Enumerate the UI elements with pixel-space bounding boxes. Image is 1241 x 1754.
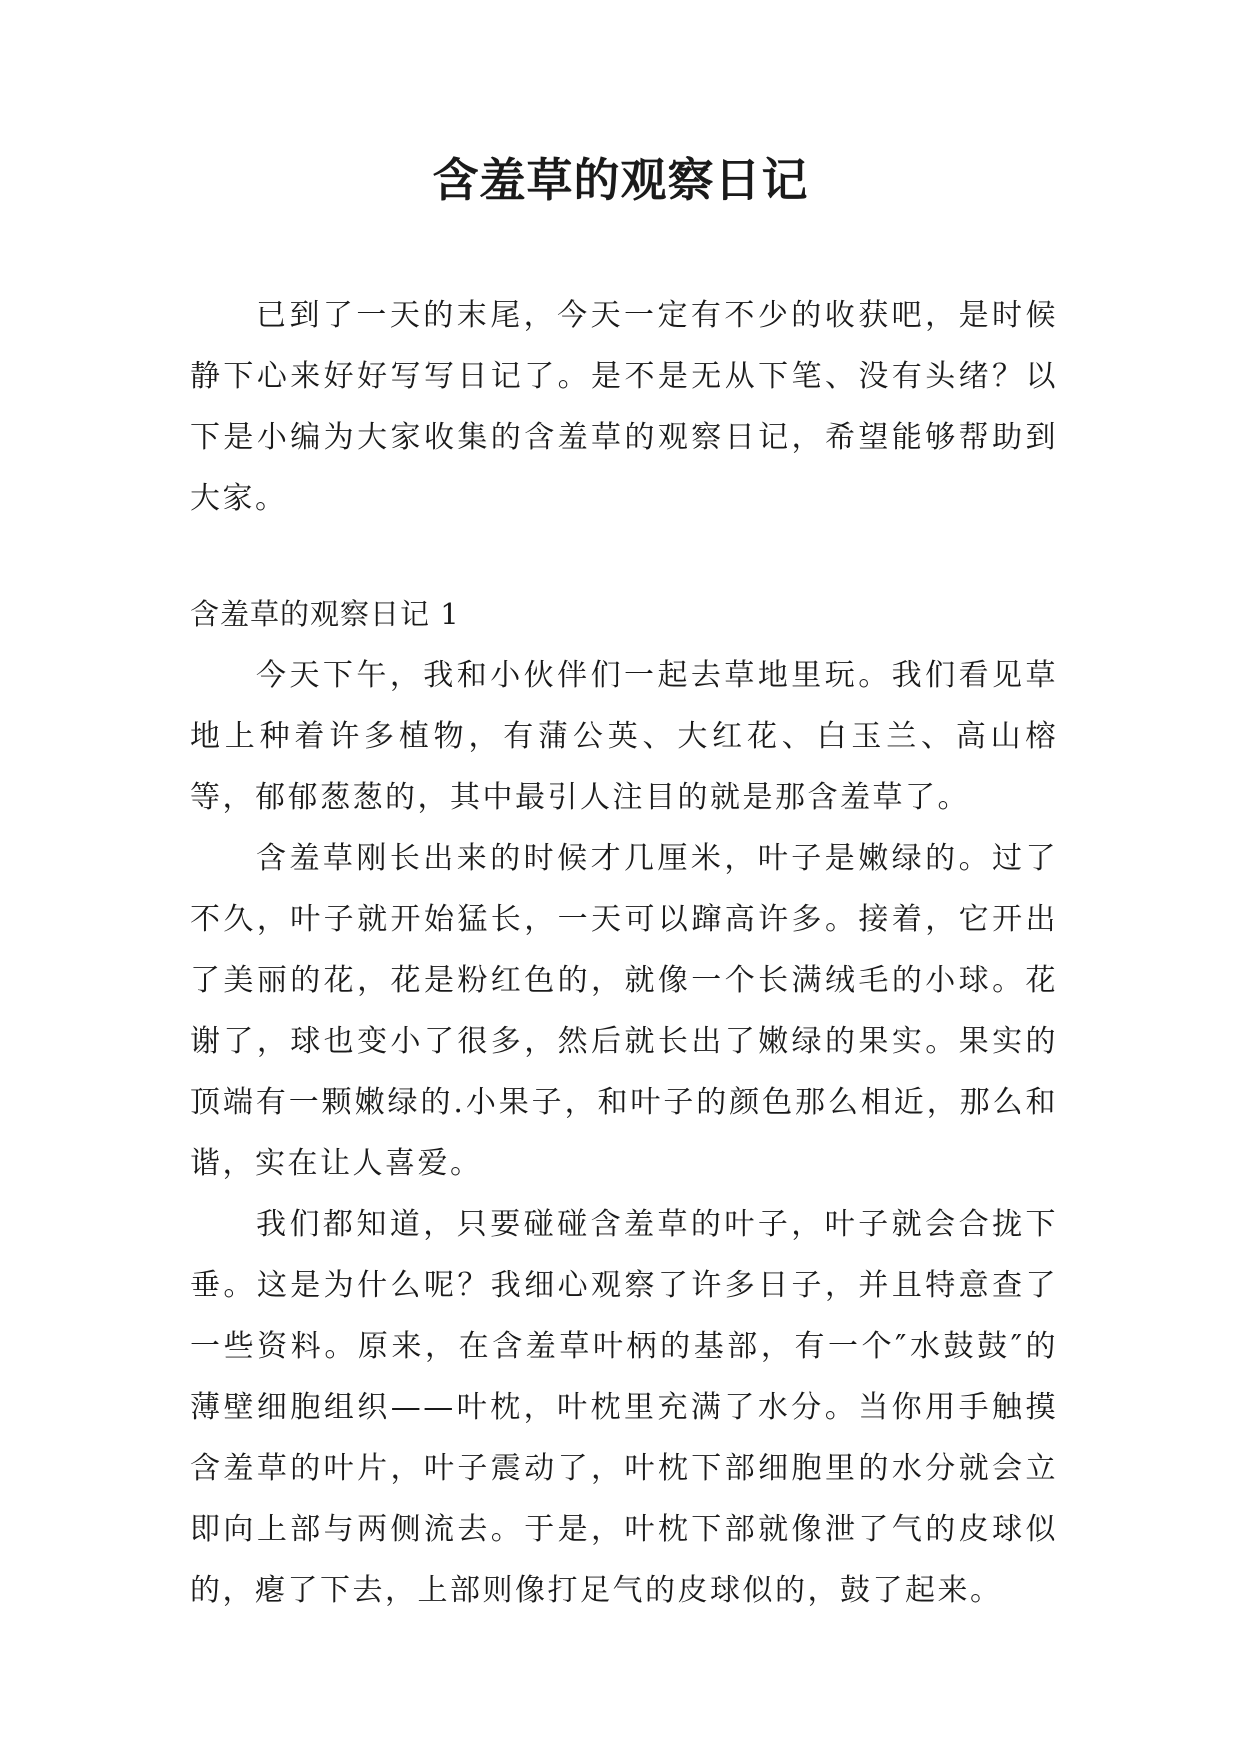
section-heading: 含羞草的观察日记 1 [190,597,460,631]
intro-paragraph: 已到了一天的末尾，今天一定有不少的收获吧，是时候静下心来好好写写日记了。是不是无从下笔、没有头绪？以下是小编为大家收集的含羞草的观察日记，希望能够帮助到大家。 [190,298,1058,516]
document-body [190,285,1058,1621]
body-paragraph-2: 含羞草刚长出来的时候才几厘米，叶子是嫩绿的。过了不久，叶子就开始猛长，一天可以蹿高许多。接着，它开出了美丽的花，花是粉红色的，就像一个长满绒毛的小球。花谢了，球也变小了很多，然后就长出了嫩绿的果实。果实的顶端有一颗嫩绿的.小果子，和叶子的颜色那么相近，那么和谐，实在让人喜爱。 [190,841,1058,1181]
body-paragraph-1: 今天下午，我和小伙伴们一起去草地里玩。我们看见草地上种着许多植物，有蒲公英、大红花、白玉兰、高山榕等，郁郁葱葱的，其中最引人注目的就是那含羞草了。 [190,658,1058,815]
body-paragraph-3: 我们都知道，只要碰碰含羞草的叶子，叶子就会合拢下垂。这是为什么呢？我细心观察了许多日子，并且特意查了一些资料。原来，在含羞草叶柄的基部，有一个″水鼓鼓″的薄壁细胞组织——叶枕，叶枕里充满了水分。当你用手触摸含羞草的叶片，叶子震动了，叶枕下部细胞里的水分就会立即向上部与两侧流去。于是，叶枕下部就像泄了气的皮球似的，瘪了下去，上部则像打足气的皮球似的，鼓了起来。 [190,1207,1058,1608]
page-title: 含羞草的观察日记 [432,153,809,207]
